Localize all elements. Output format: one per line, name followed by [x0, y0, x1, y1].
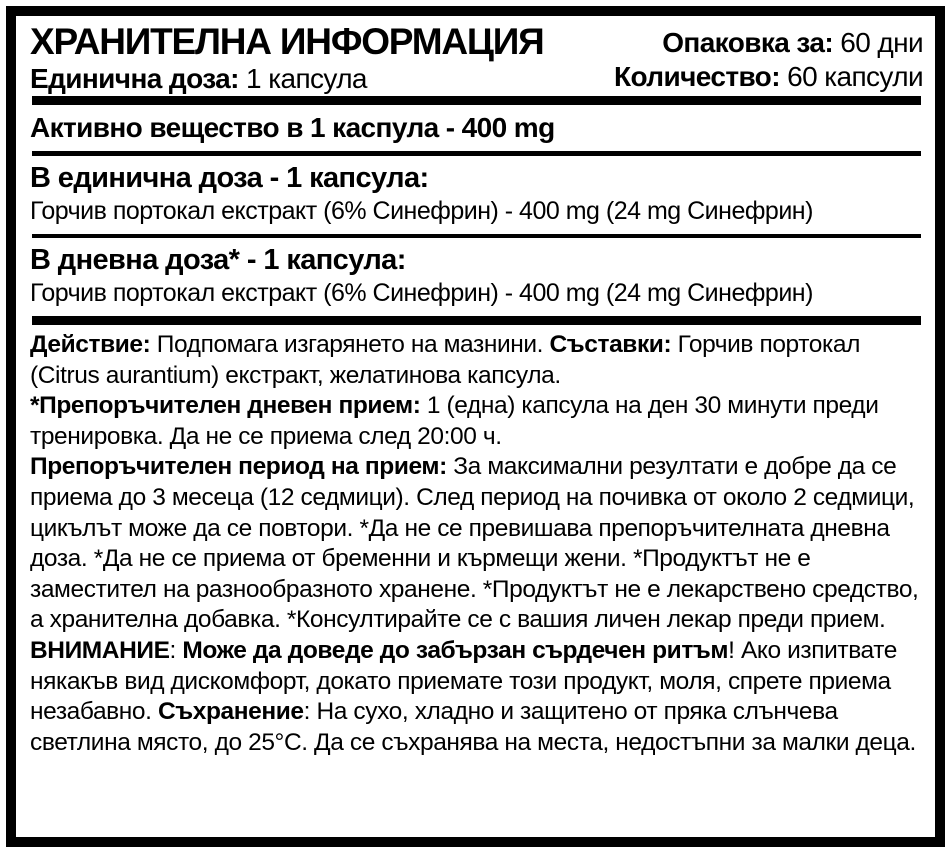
label-title: ХРАНИТЕЛНА ИНФОРМАЦИЯ [30, 21, 544, 62]
header-left [30, 21, 544, 96]
body-bold-run: Действие: [30, 331, 151, 358]
body-bold-run: Съхранение [157, 698, 304, 726]
body-text-run: ! Ако изпитвате някакъв вид дискомфорт, докато приемате този продукт, моля, спрете приема незабавно. [30, 636, 897, 726]
label-content [16, 16, 935, 758]
body-paragraph [30, 636, 923, 758]
section-heading: В дневна доза* - 1 капсула: [30, 244, 406, 276]
body-text-run: За максимални резултати е добре да се приема до 3 месеца (12 седмици). След период на почивка от около 2 седмици, цикълът може да се повтори. *Да не се превишава препоръчителната дневна доза. *Да не се приема от бременни и кърмещи жени. *Продуктът не е заместител на разнообразното хранене. *Продуктът не е лекарствено средство, а хранителна добавка. *Консултирайте се с вашия личен лекар преди прием. [30, 453, 919, 634]
body-paragraph [30, 330, 923, 391]
body-bold-run: Съставки: [549, 331, 672, 358]
package-row [614, 26, 923, 60]
divider-bar [32, 151, 921, 156]
quantity-value: 60 капсули [779, 61, 923, 92]
body-bold-run: Може да доведе до забързан сърдечен ритъм [182, 636, 729, 664]
package-value: 60 дни [833, 27, 923, 58]
body-text-run: Подпомага изгарянето на мазнини. [150, 331, 550, 358]
body-text [30, 325, 923, 758]
daily-dose-section [30, 243, 923, 309]
body-bold-run: *Препоръчителен дневен прием: [30, 392, 421, 420]
body-text-run: 1 (една) капсула на ден 30 минути преди тренировка. Да не се приема след 20:00 ч. [30, 392, 879, 450]
body-paragraph [30, 452, 923, 636]
single-dose-section [30, 161, 923, 227]
body-text-run: Горчив портокал (Citrus aurantium) екстракт, желатинова капсула. [30, 331, 860, 389]
divider-bar [32, 234, 921, 238]
active-substance-row: Активно вещество в 1 каспула - 400 mg [30, 112, 555, 143]
single-dose-label: Единична доза: [30, 63, 239, 94]
header-right [614, 21, 923, 94]
label-header [30, 18, 923, 96]
body-paragraph [30, 391, 923, 452]
body-bold-run: ВНИМАНИЕ [30, 636, 170, 664]
single-dose-row [30, 62, 544, 96]
quantity-label: Количество: [614, 61, 780, 92]
body-bold-run: Препоръчителен период на прием: [30, 453, 447, 481]
divider-bar [32, 96, 921, 105]
body-text-run: : [169, 636, 183, 664]
package-label: Опаковка за: [662, 27, 834, 58]
single-dose-value: 1 капсула [238, 63, 367, 94]
section-heading: В единична доза - 1 капсула: [30, 162, 429, 194]
nutrition-label-frame [6, 6, 945, 847]
divider-bar [32, 316, 921, 325]
quantity-row [614, 60, 923, 94]
body-text-run: : На сухо, хладно и защитено от пряка слънчева светлина място, до 25°C. Да се съхранява на места, недостъпни за малки деца. [30, 698, 916, 756]
section-content: Горчив портокал екстракт (6% Синефрин) - 400 mg (24 mg Синефрин) [30, 279, 813, 307]
section-content: Горчив портокал екстракт (6% Синефрин) - 400 mg (24 mg Синефрин) [30, 197, 813, 225]
